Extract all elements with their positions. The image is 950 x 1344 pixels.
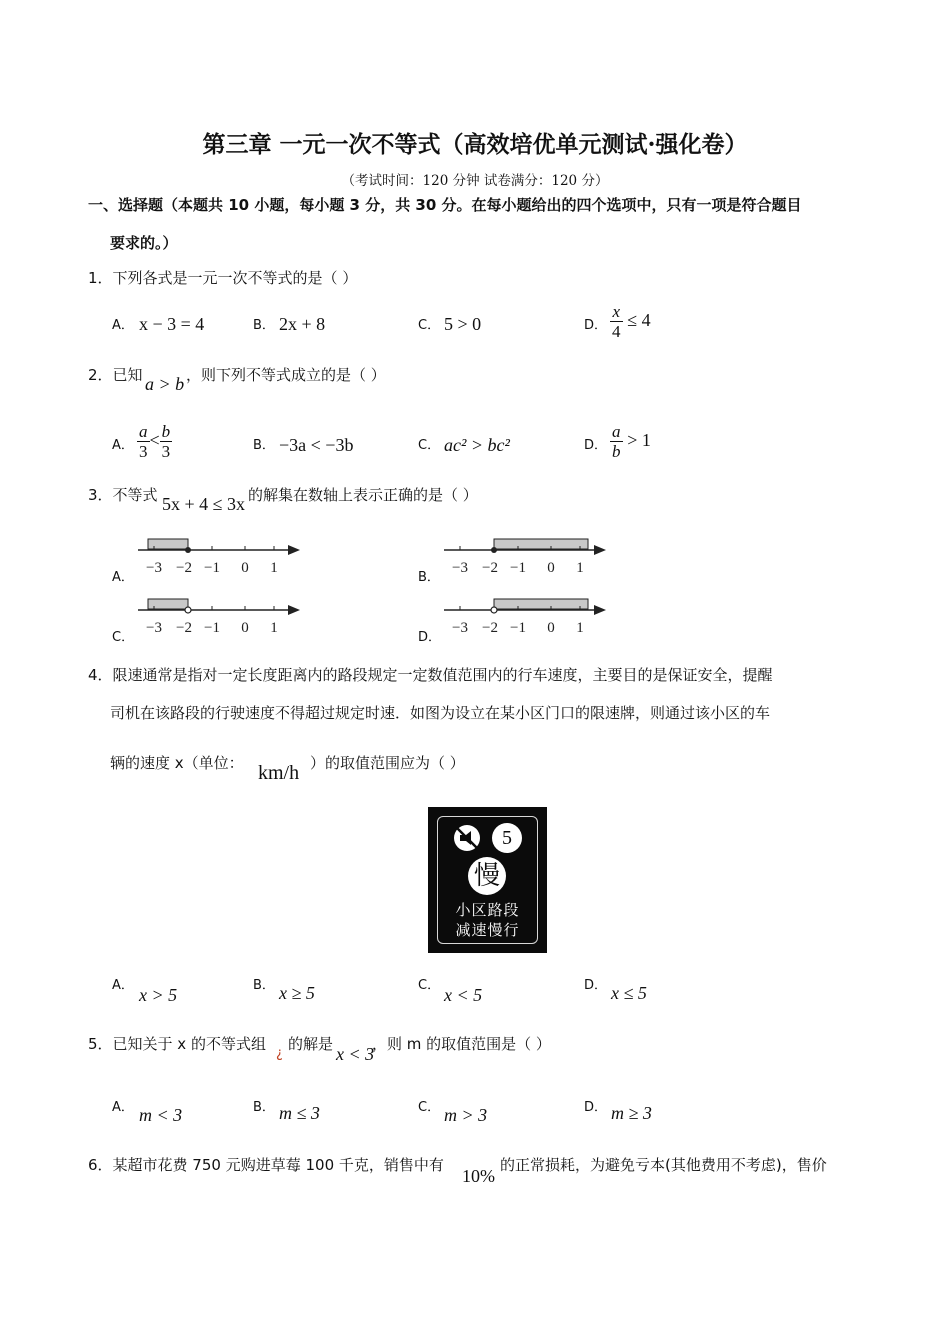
sign-text-line2: 减速慢行 <box>455 921 520 939</box>
q3-number-line-c <box>134 594 304 642</box>
q2-condition: a > b <box>145 374 185 394</box>
question-2-stem-b: ，则下列不等式成立的是（ ） <box>186 366 386 384</box>
q1-d-numerator: x <box>610 302 623 322</box>
q4-option-c-label: C． <box>418 978 441 993</box>
question-6-stem-b: 的正常损耗，为避免亏本(其他费用不考虑)，售价 <box>500 1156 827 1174</box>
q2-d-rest: > 1 <box>627 430 651 450</box>
q5-option-d-label: D． <box>584 1100 608 1115</box>
question-4-line2: 司机在该路段的行驶速度不得超过规定时速．如图为设立在某小区门口的限速牌，则通过该小区的车 <box>110 704 771 722</box>
q4-option-b-label: B． <box>253 978 275 993</box>
q1-option-a: x − 3 = 4 <box>139 314 205 334</box>
tick-label: −3 <box>452 620 468 636</box>
q5-option-d: m ≥ 3 <box>611 1103 652 1123</box>
q2-a-den1: 3 <box>139 442 148 461</box>
question-5-stem-a: 5．已知关于 x 的不等式组 <box>88 1035 266 1053</box>
q3-option-b-label: B． <box>418 570 440 585</box>
question-1-stem: 1．下列各式是一元一次不等式的是（ ） <box>88 269 358 287</box>
no-horn-icon <box>452 823 482 853</box>
q4-option-c: x < 5 <box>444 985 483 1005</box>
question-3-stem-b: 的解集在数轴上表示正确的是（ ） <box>248 486 478 504</box>
page-title: 第三章 一元一次不等式（高效培优单元测试·强化卷） <box>202 131 748 158</box>
question-4-line1: 4．限速通常是指对一定长度距离内的路段规定一定数值范围内的行车速度，主要目的是保证安全，提醒 <box>88 666 773 684</box>
exam-info: （考试时间：120 分钟 试卷满分：120 分） <box>341 173 609 189</box>
q1-d-denominator: 4 <box>612 322 621 341</box>
q5-option-c: m > 3 <box>444 1105 488 1125</box>
q2-option-d <box>610 422 651 461</box>
q4-option-d-label: D． <box>584 978 608 993</box>
sign-text-line1: 小区路段 <box>455 901 520 919</box>
tick-label: −3 <box>146 560 162 576</box>
q2-option-c: ac² > bc² <box>444 435 510 455</box>
q1-option-b: 2x + 8 <box>279 314 326 334</box>
question-4-line3a: 辆的速度 x（单位： <box>110 754 244 772</box>
q3-option-a-label: A． <box>112 570 134 585</box>
q5-condition: x < 3 <box>336 1044 375 1064</box>
q1-option-d-label: D． <box>584 318 608 333</box>
broken-formula-mark: ¿ <box>276 1046 283 1061</box>
section-heading: 一、选择题（本题共 10 小题，每小题 3 分，共 30 分。在每小题给出的四个选项中，只有一项是符合题目 <box>88 196 802 214</box>
tick-label: −1 <box>204 620 220 636</box>
q2-option-d-label: D． <box>584 438 608 453</box>
q2-a-den2: 3 <box>161 442 171 461</box>
q2-a-op: < <box>149 430 160 450</box>
q5-option-a: m < 3 <box>139 1105 183 1125</box>
q4-unit: km/h <box>258 762 300 784</box>
q4-option-a-label: A． <box>112 978 134 993</box>
q4-option-d: x ≤ 5 <box>611 983 647 1003</box>
tick-label: −1 <box>204 560 220 576</box>
tick-label: 1 <box>270 560 278 576</box>
question-5-stem-b: 的解是 <box>288 1035 334 1053</box>
slow-sign-char: 慢 <box>468 857 506 895</box>
q3-option-c-label: C． <box>112 630 135 645</box>
q1-option-b-label: B． <box>253 318 275 333</box>
tick-label: −2 <box>176 620 192 636</box>
tick-label: 0 <box>241 620 249 636</box>
tick-label: 1 <box>576 560 584 576</box>
tick-label: −3 <box>146 620 162 636</box>
q5-option-b: m ≤ 3 <box>279 1103 320 1123</box>
speed-limit-sign <box>428 807 547 953</box>
q3-number-line-b <box>440 534 610 582</box>
q2-a-num1: a <box>139 422 148 441</box>
q1-option-c-label: C． <box>418 318 441 333</box>
q1-option-d <box>610 302 651 341</box>
tick-label: −1 <box>510 560 526 576</box>
tick-label: −2 <box>176 560 192 576</box>
q5-option-a-label: A． <box>112 1100 134 1115</box>
q2-a-num2: b <box>161 422 171 441</box>
q2-option-a <box>137 422 172 461</box>
tick-label: 1 <box>576 620 584 636</box>
tick-label: 0 <box>547 620 555 636</box>
tick-label: 0 <box>547 560 555 576</box>
q3-number-line-a <box>134 534 304 582</box>
q2-option-a-label: A． <box>112 438 134 453</box>
q2-option-c-label: C． <box>418 438 441 453</box>
q5-option-b-label: B． <box>253 1100 275 1115</box>
q1-option-c: 5 > 0 <box>444 314 482 334</box>
q2-option-b-label: B． <box>253 438 275 453</box>
q2-option-b: −3a < −3b <box>279 435 354 455</box>
tick-label: 1 <box>270 620 278 636</box>
question-3-stem-a: 3．不等式 <box>88 486 158 504</box>
q2-d-denominator: b <box>612 442 621 461</box>
section-heading-cont: 要求的。） <box>110 234 178 252</box>
tick-label: 0 <box>241 560 249 576</box>
tick-label: −2 <box>482 620 498 636</box>
tick-label: −2 <box>482 560 498 576</box>
q1-option-a-label: A． <box>112 318 134 333</box>
tick-label: −3 <box>452 560 468 576</box>
q4-option-a: x > 5 <box>139 985 178 1005</box>
speed-number: 5 <box>492 823 522 853</box>
question-5-stem-c: ，则 m 的取值范围是（ ） <box>372 1035 551 1053</box>
question-6-stem-a: 6．某超市花费 750 元购进草莓 100 千克，销售中有 <box>88 1156 444 1174</box>
q3-inequality: 5x + 4 ≤ 3x <box>162 494 246 514</box>
q4-option-b: x ≥ 5 <box>279 983 315 1003</box>
q3-number-line-d <box>440 594 610 642</box>
q5-option-c-label: C． <box>418 1100 441 1115</box>
question-4-line3b: ）的取值范围应为（ ） <box>310 754 465 772</box>
tick-label: −1 <box>510 620 526 636</box>
question-2-stem-a: 2．已知 <box>88 366 143 384</box>
q6-percent: 10% <box>462 1166 495 1186</box>
q3-option-d-label: D． <box>418 630 442 645</box>
q1-d-rest: ≤ 4 <box>627 310 651 330</box>
q2-d-numerator: a <box>612 422 621 441</box>
